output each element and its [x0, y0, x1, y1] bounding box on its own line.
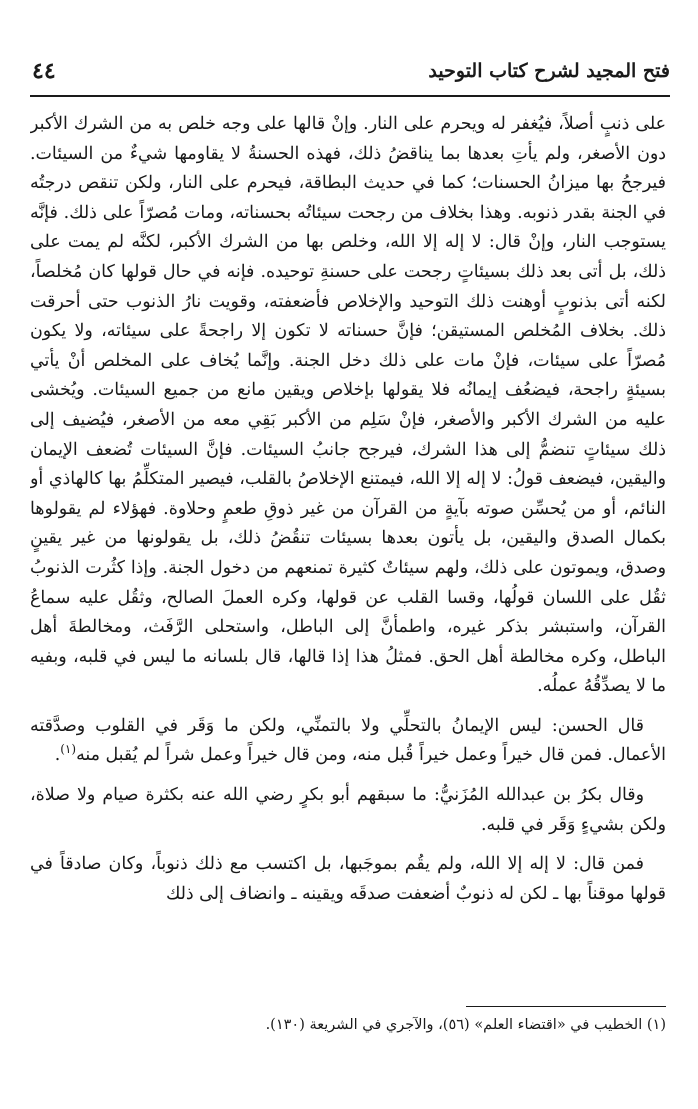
- main-text: [30, 110, 666, 1010]
- paragraph-2: قال الحسن: ليس الإيمانُ بالتحلِّي ولا بالتمنِّي، ولكن ما وَقَر في القلوب وصدَّقته الأعمال. فمن قال خيراً وعمل خيراً قُبل منه، ومن قال خيراً وعمل شراً لم يُقبل منه$^{(١)}$.: [30, 715, 666, 766]
- book-title: فتح المجيد لشرح كتاب التوحيد: [428, 60, 670, 82]
- footnote-reference: (١): [60, 742, 77, 757]
- paragraph-1: على ذنبٍ أصلاً، فيُغفر له ويحرم على النار. وإنْ قالها على وجه خلص به من الشرك الأكبر دون الأصغر، ولم يأتِ بعدها بما يناقضُ ذلك، فهذه الحسنةُ لا يقاومها شيءٌ من السيئات. فيرجحُ بها ميزانُ الحسنات؛ كما في حديث البطاقة، فيحرم على النار، ولكن تنقص درجتُه في الجنة بقدر ذنوبه. وهذا بخلاف من رجحت سيئاتُه بحسناته، ومات مُصرّاً على ذلك. فإنَّه يستوجب النار، وإنْ قال: لا إله إلا الله، وخلص بها من الشرك الأكبر، لكنَّه لم يمت على ذلك، بل أتى بعد ذلك بسيئاتٍ رجحت على حسنةِ توحيده. فإنه في حال قولها كان مُخلصاً، لكنه أتى بذنوبٍ أوهنت ذلك التوحيد والإخلاص فأضعفته، وقويت نارُ الذنوب حتى أحرقت ذلك. بخلاف المُخلص المستيقن؛ فإنَّ حسناته لا تكون إلا راجحةً على سيئاته، ولا يكون مُصرّاً على سيئات، فإنْ مات على ذلك دخل الجنة. وإنَّما يُخاف على المخلص أنْ يأتي بسيئةٍ راجحة، فيضعُف إيمانُه فلا يقولها بإخلاص ويقين مانع من جميع السيئات. ويُخشى عليه من الشرك الأكبر والأصغر، فإنْ سَلِم من الأكبر بَقِي معه من الأصغر، فيُضيف إلى ذلك سيئاتٍ تنضمُّ إلى هذا الشرك، فيرجح جانبُ السيئات. فإنَّ السيئات تُضعف الإيمان واليقين، فيضعف قولُ: لا إله إلا الله، فيمتنع الإخلاصُ بالقلب، فيصير المتكلِّمُ بها كالهاذي أو النائم، أو من يُحسِّن صوته بآيةٍ من القرآن من غير ذوقِ طعمٍ وحلاوة. فهؤلاء لم يقولوها بكمال الصدق واليقين، بل يأتون بعدها بسيئات تنقُضُ ذلك، بل يقولونها من غير يقينٍ وصدق، ويموتون على ذلك، ولهم سيئاتٌ كثيرة تمنعهم من دخول الجنة. وإذا كثُرت الذنوبُ ثقُل على اللسان قولُها، وقسا القلب عن قولها، وكره العملَ الصالح، وثقُل عليه سماعُ القرآن، واستبشر بذكر غيره، واطمأنَّ إلى الباطل، واستحلى الرَّفَث، ومخالطةَ أهل الباطل، وكره مخالطة أهل الحق. فمثلُ هذا إذا قالها، قال بلسانه ما ليس في قلبه، وبفيه ما لا يصدِّقُهُ عملُه.: [30, 114, 666, 697]
- paragraph-3: وقال بكرُ بن عبدالله المُزَنيُّ: ما سبقهم أبو بكرٍ رضي الله عنه بكثرة صيام ولا صلاة، ولكن بشيءٍ وَقَر في قلبه.: [30, 785, 666, 835]
- paragraph-4: فمن قال: لا إله إلا الله، ولم يقُم بموجَبها، بل اكتسب مع ذلك ذنوباً، وكان صادقاً في قولها موقناً بها ـ لكن له ذنوبٌ أضعفت صدقَه ويقينه ـ وانضاف إلى ذلك: [30, 854, 666, 904]
- paragraph-2-text: قال الحسن: ليس الإيمانُ بالتحلِّي ولا بالتمنِّي، ولكن ما وَقَر في القلوب وصدَّقته الأعمال. فمن قال خيراً وعمل خيراً قُبل منه، ومن قال خيراً وعمل شراً لم يُقبل منه: [30, 715, 666, 766]
- header-divider: [30, 95, 670, 97]
- page-number: ٤٤: [32, 58, 56, 84]
- running-header: [30, 58, 670, 92]
- footnote-divider: [466, 1006, 666, 1007]
- footnote: (١) الخطيب في «اقتضاء العلم» (٥٦)، والآجري في الشريعة (١٣٠).: [265, 1017, 666, 1033]
